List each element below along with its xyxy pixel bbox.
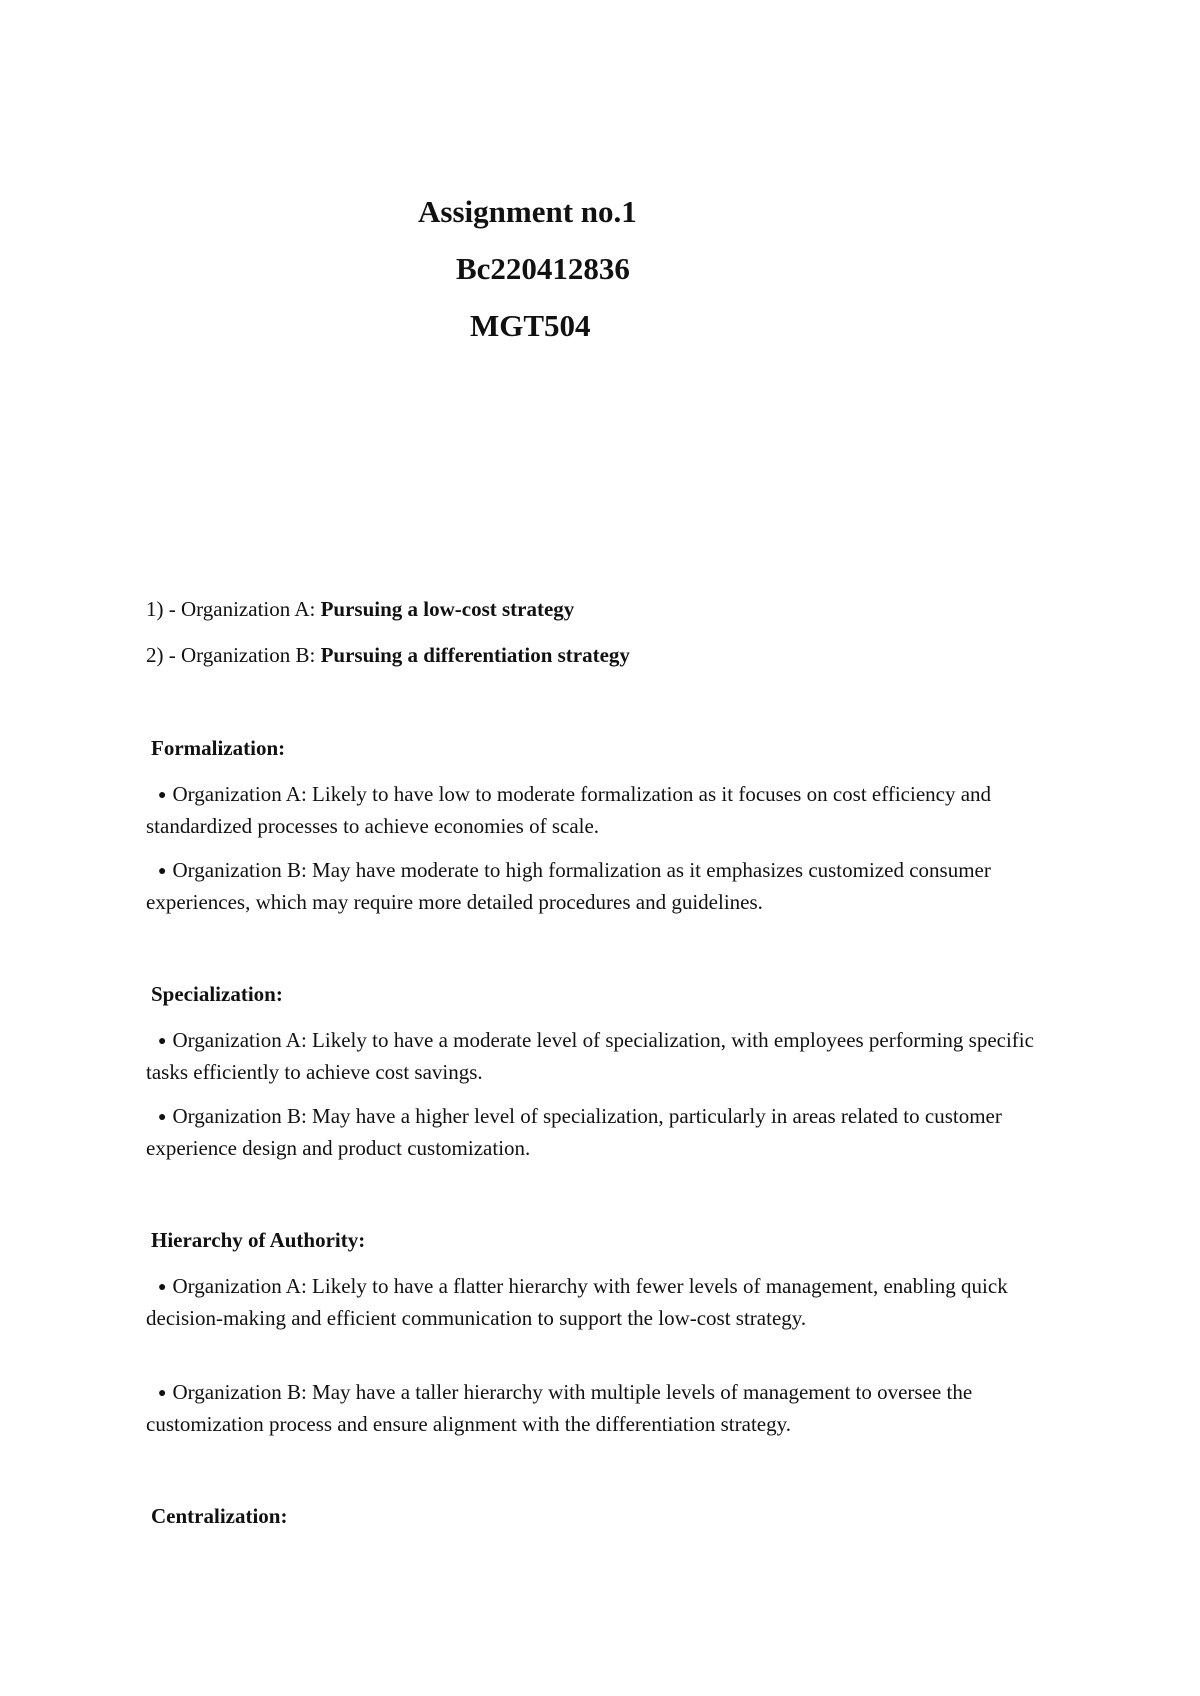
- bullet-icon: ●: [158, 1280, 167, 1295]
- section-heading-formalization: Formalization:: [151, 736, 286, 760]
- bullet-text: Organization A: Likely to have low to moderate formalization as it focuses on cost efficiency and standardized processes to achieve economies of scale.: [146, 782, 992, 838]
- bullet-text: Organization B: May have a higher level of specialization, particularly in areas related to customer experience design and product customization.: [146, 1104, 1002, 1160]
- bullet-item: [146, 1025, 1066, 1088]
- bullet-text: Organization A: Likely to have a flatter hierarchy with fewer levels of management, enabling quick decision-making and efficient communication to support the low-cost strategy.: [146, 1274, 1008, 1330]
- course-code: MGT504: [470, 308, 591, 343]
- bullet-item: [146, 1271, 1066, 1334]
- section-heading-centralization: Centralization:: [151, 1504, 288, 1528]
- bullet-item: [146, 779, 1066, 842]
- bullet-icon: ●: [158, 1110, 167, 1125]
- bullet-text: Organization B: May have moderate to high formalization as it emphasizes customized consumer experiences, which may require more detailed procedures and guidelines.: [146, 858, 991, 914]
- section-heading-hierarchy: Hierarchy of Authority:: [151, 1228, 366, 1252]
- bullet-item: [146, 1377, 1066, 1440]
- bullet-icon: ●: [158, 1034, 167, 1049]
- strategy-line-b: [146, 643, 630, 668]
- strategy-prefix: 1) - Organization A:: [146, 597, 321, 621]
- strategy-line-a: [146, 597, 574, 622]
- assignment-title: Assignment no.1: [418, 194, 637, 229]
- bullet-icon: ●: [158, 864, 167, 879]
- strategy-prefix: 2) - Organization B:: [146, 643, 321, 667]
- bullet-icon: ●: [158, 788, 167, 803]
- bullet-item: [146, 855, 1066, 918]
- bullet-text: Organization B: May have a taller hierarchy with multiple levels of management to oversee the customization process and ensure alignment with the differentiation strategy.: [146, 1380, 973, 1436]
- student-id: Bc220412836: [456, 251, 630, 286]
- bullet-text: Organization A: Likely to have a moderate level of specialization, with employees performing specific tasks efficiently to achieve cost savings.: [146, 1028, 1034, 1084]
- bullet-icon: ●: [158, 1386, 167, 1401]
- bullet-item: [146, 1101, 1066, 1164]
- section-heading-specialization: Specialization:: [151, 982, 283, 1006]
- strategy-name: Pursuing a differentiation strategy: [320, 643, 630, 667]
- strategy-name: Pursuing a low-cost strategy: [320, 597, 575, 621]
